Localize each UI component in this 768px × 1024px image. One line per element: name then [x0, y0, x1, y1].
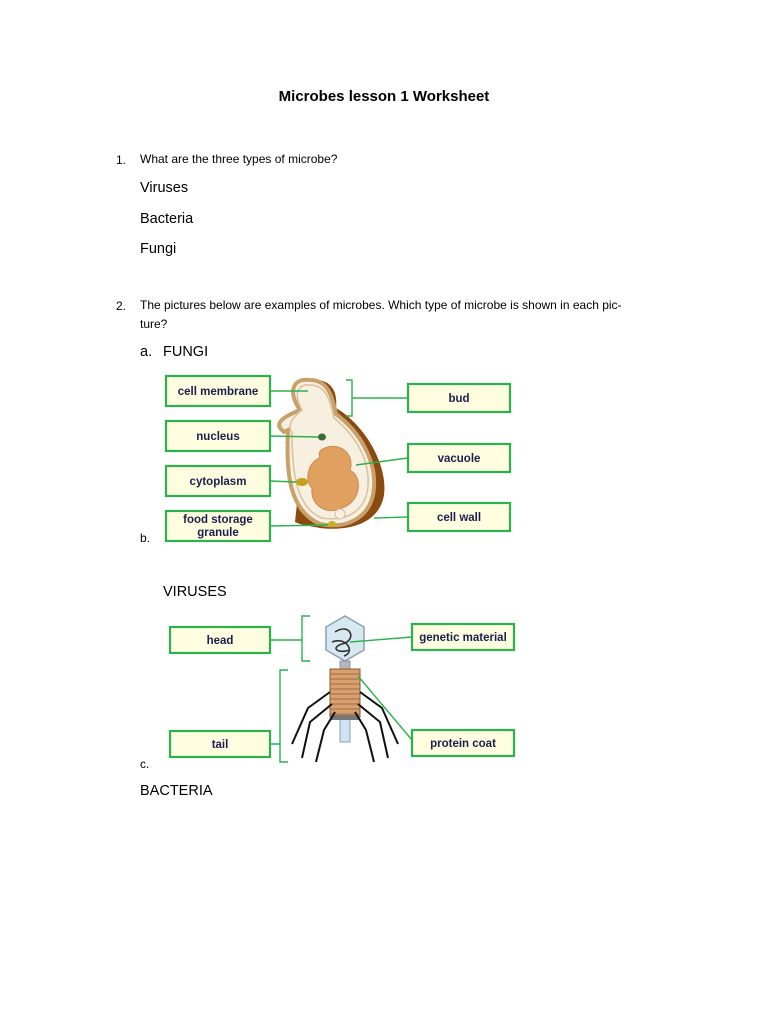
answer-fungi: Fungi [140, 241, 177, 257]
label-cell-wall: cell wall [436, 512, 482, 524]
virus-diagram [160, 612, 530, 772]
label-cytoplasm: cytoplasm [189, 476, 247, 488]
question-1-number: 1. [116, 153, 127, 167]
question-2-number: 2. [116, 299, 127, 313]
label-head: head [206, 635, 234, 647]
answer-viruses: Viruses [140, 180, 189, 196]
part-b-marker: b. [140, 531, 151, 545]
label-genetic-material: genetic material [419, 632, 507, 644]
label-food-storage-line2: granule [197, 527, 239, 539]
part-b-answer: VIRUSES [163, 584, 227, 600]
label-protein-coat: protein coat [430, 738, 496, 750]
part-c-marker: c. [140, 757, 150, 771]
part-a-answer: FUNGI [163, 344, 209, 360]
virus-head [326, 616, 364, 661]
part-a-marker: a. [140, 344, 153, 360]
label-tail: tail [211, 739, 229, 751]
part-c-answer: BACTERIA [140, 783, 213, 799]
label-bud: bud [448, 393, 470, 405]
label-nucleus: nucleus [196, 431, 240, 443]
yeast-cytoplasm-granule [296, 478, 308, 486]
question-2-text-line1: The pictures below are examples of microbes. Which type of microbe is shown in each pic- [140, 298, 622, 312]
yeast-cell-diagram [160, 370, 520, 550]
question-2-text-line2: ture? [140, 317, 168, 331]
yeast-nucleus [318, 434, 326, 441]
virus-tail-sheath [330, 669, 360, 717]
worksheet-title: Microbes lesson 1 Worksheet [278, 88, 490, 105]
label-vacuole: vacuole [437, 453, 481, 465]
label-food-storage-line1: food storage [183, 514, 253, 526]
question-1-text: What are the three types of microbe? [140, 152, 338, 166]
label-cell-membrane: cell membrane [177, 386, 259, 398]
yeast-food-granule [328, 521, 336, 527]
answer-bacteria: Bacteria [140, 211, 194, 227]
